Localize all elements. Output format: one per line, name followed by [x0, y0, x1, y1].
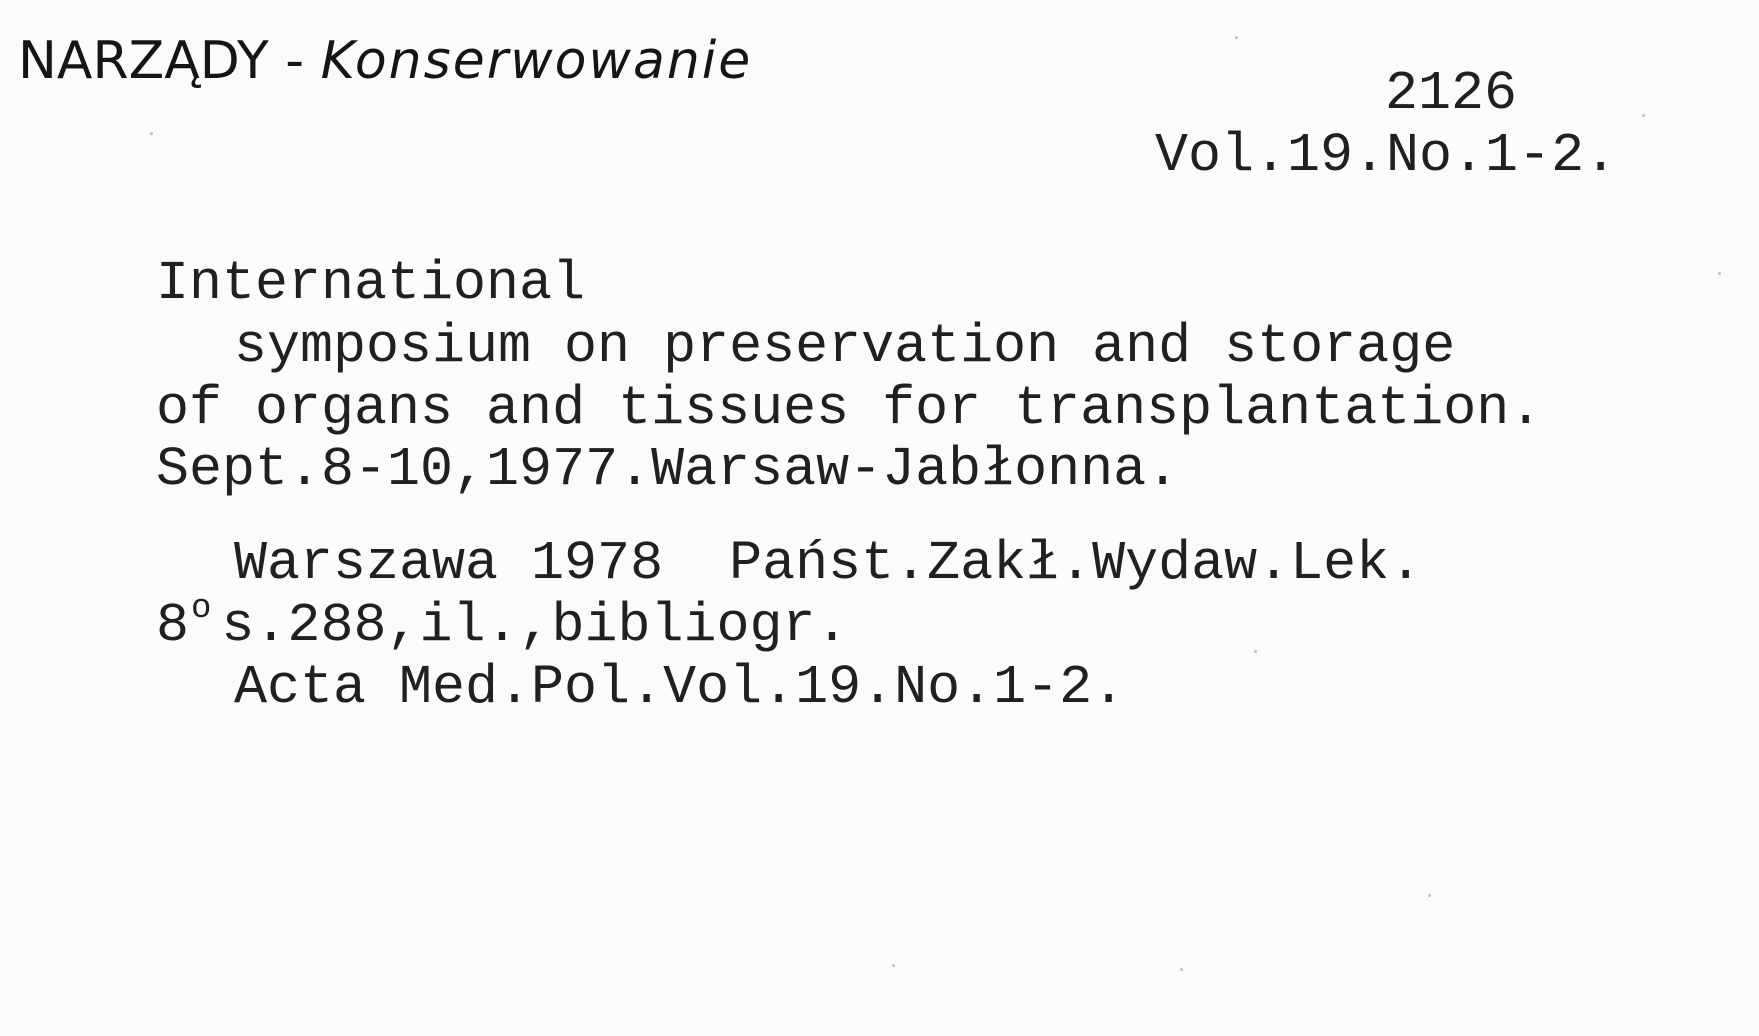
paper-speck: [1254, 650, 1257, 653]
subject-heading-main: NARZĄDY: [18, 31, 269, 91]
subject-heading-dash: -: [268, 31, 321, 91]
call-number: 2126: [1385, 62, 1518, 125]
paper-speck: [150, 132, 153, 135]
paper-speck: [1428, 894, 1431, 897]
paper-speck: [892, 964, 895, 967]
subject-heading: [18, 26, 752, 96]
title-line-4: Sept.8-10,1977.Warsaw-Jabłonna.: [156, 438, 1180, 501]
paper-speck: [1718, 272, 1721, 275]
title-line-2: symposium on preservation and storage: [234, 315, 1456, 378]
format-number: 8: [156, 594, 190, 657]
paper-speck: [1180, 968, 1183, 971]
series-statement: Acta Med.Pol.Vol.19.No.1-2.: [234, 656, 1126, 719]
collation: s.288,il.,bibliogr.: [221, 594, 849, 657]
paper-speck: [1235, 36, 1238, 39]
subject-subdivision: Konserwowanie: [320, 31, 753, 91]
format-collation: [156, 589, 849, 658]
title-line-3: of organs and tissues for transplantation.: [156, 377, 1543, 440]
title-line-1: International: [156, 252, 586, 315]
paper-speck: [1642, 114, 1645, 117]
format-degree: o: [191, 589, 212, 628]
volume-reference: Vol.19.No.1-2.: [1155, 124, 1618, 187]
imprint: Warszawa 1978 Państ.Zakł.Wydaw.Lek.: [234, 532, 1423, 595]
